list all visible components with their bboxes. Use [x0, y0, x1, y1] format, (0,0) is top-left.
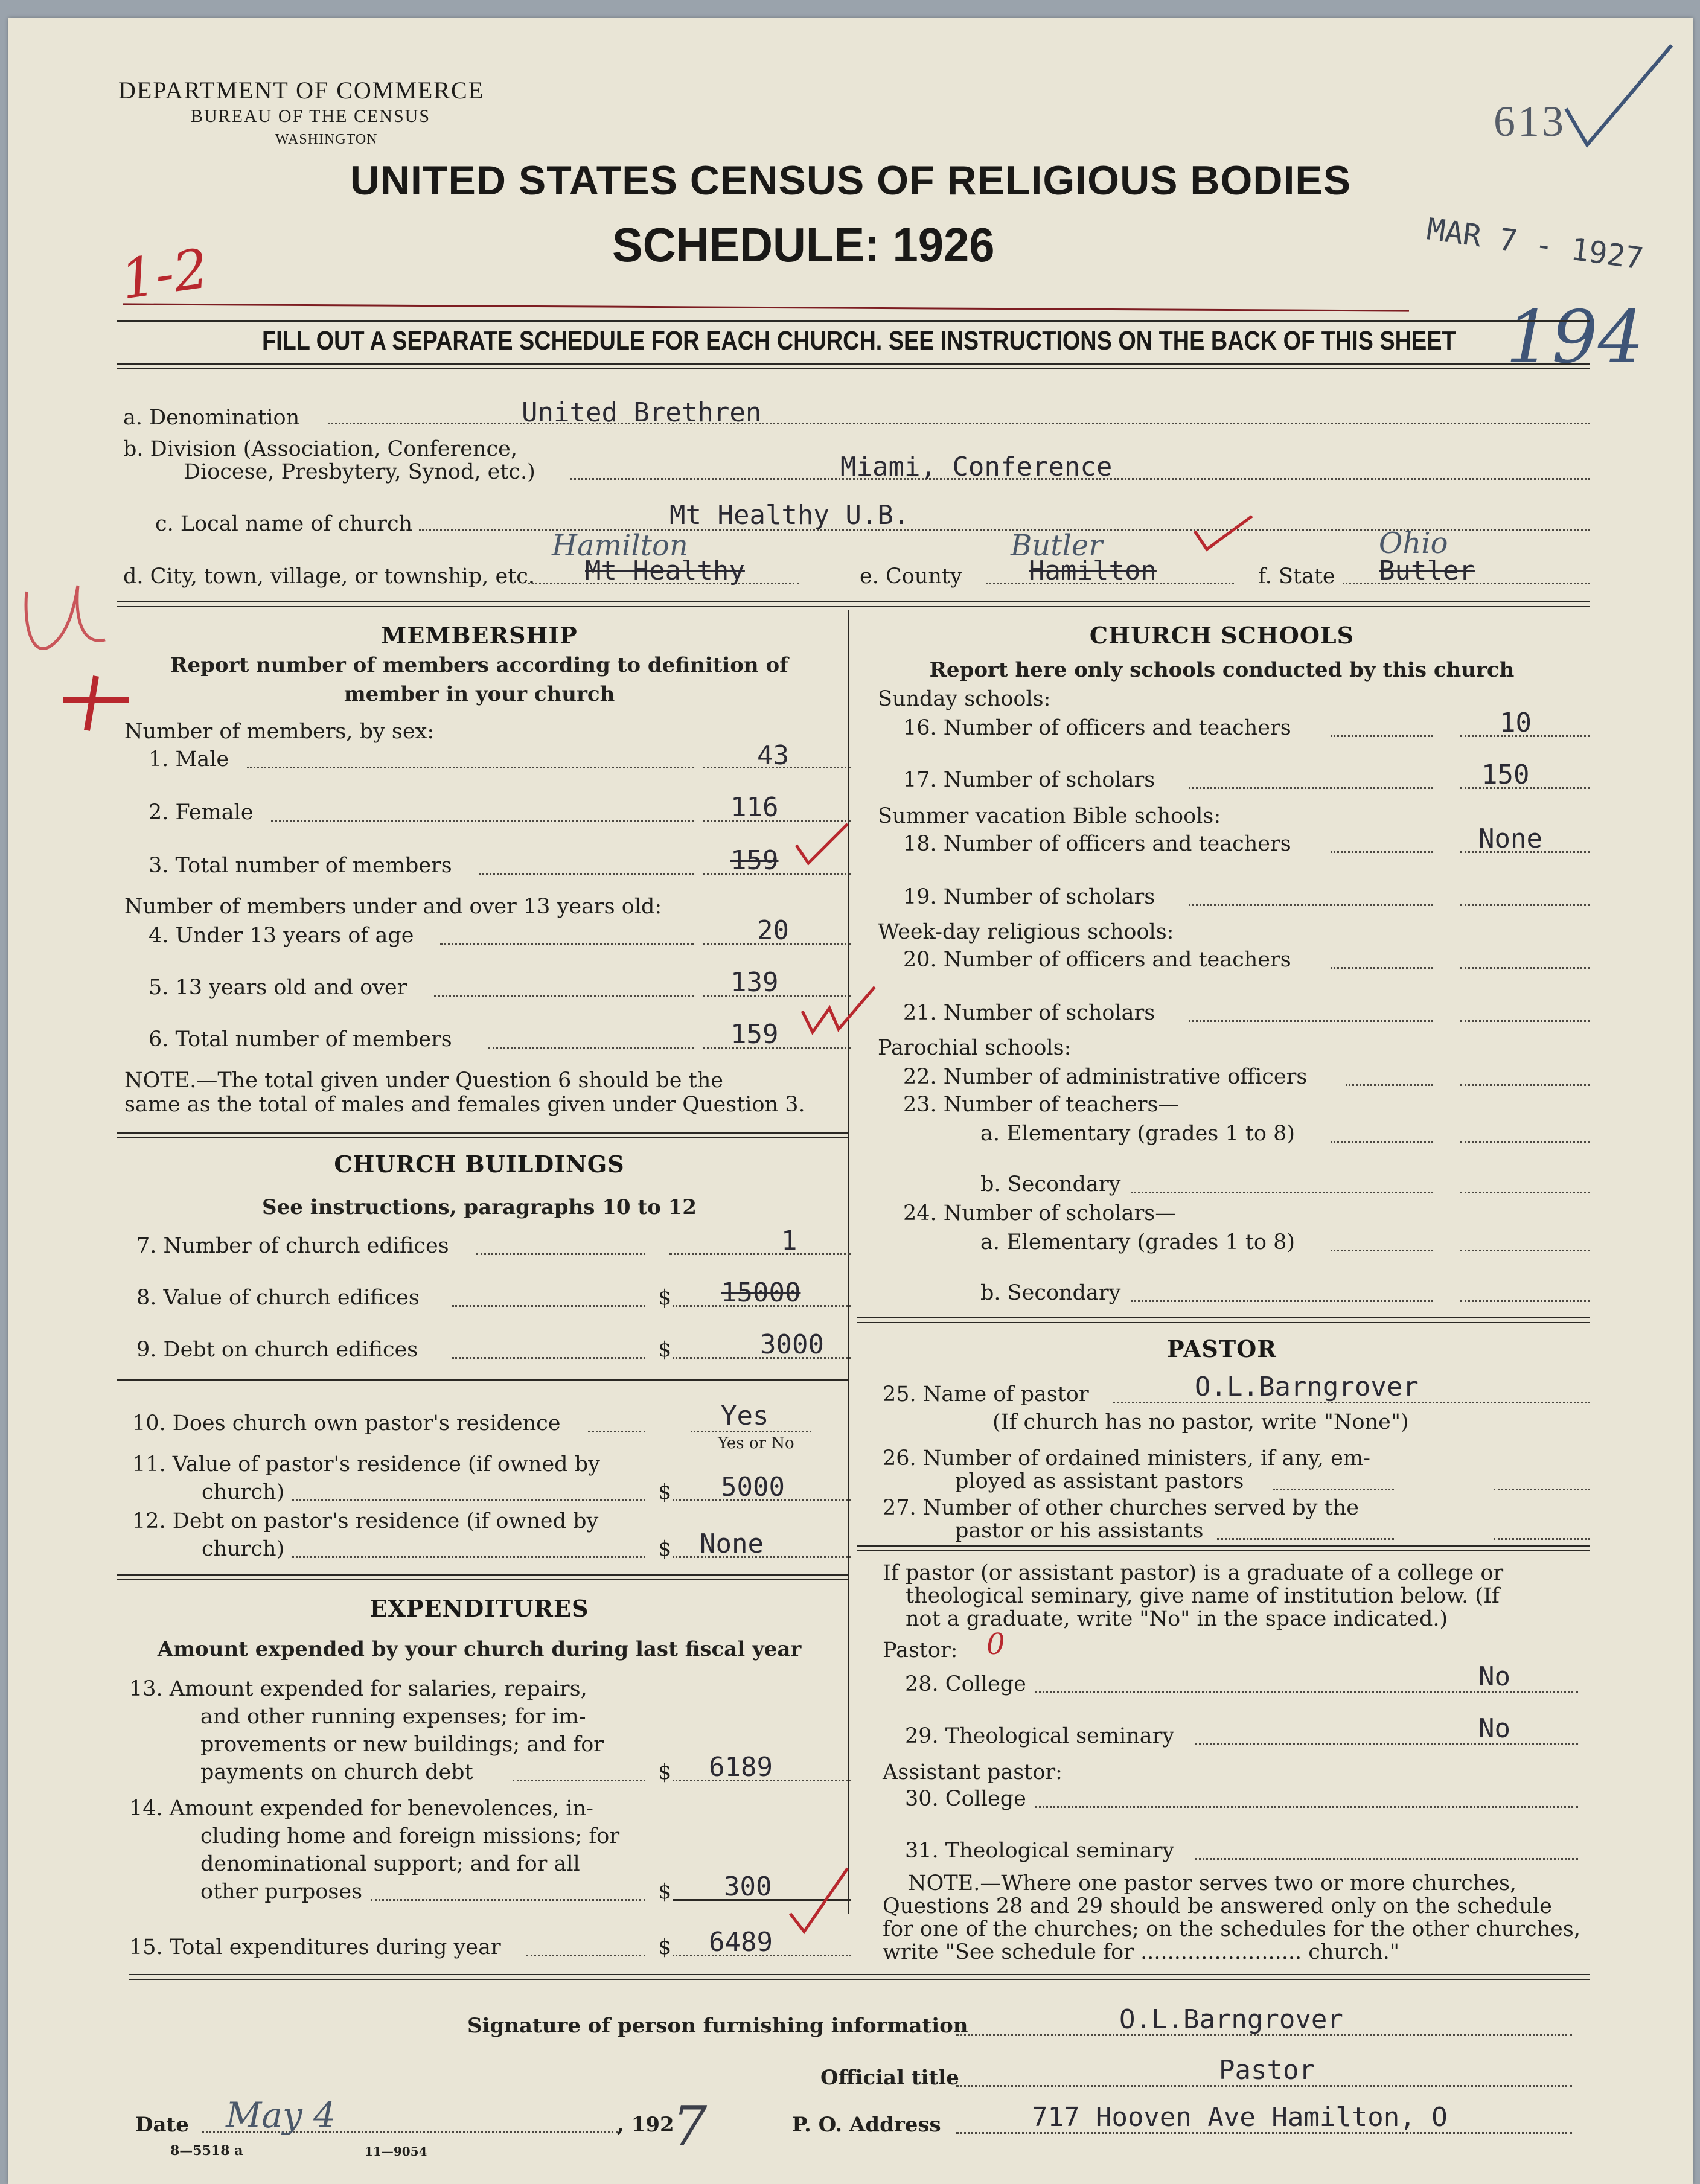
- q24-label: 24. Number of scholars—: [903, 1201, 1177, 1225]
- stamp-number: 613: [1494, 97, 1566, 145]
- schools-title: CHURCH SCHOOLS: [1089, 622, 1355, 649]
- buildings-title: CHURCH BUILDINGS: [334, 1151, 625, 1178]
- q29-label: 29. Theological seminary: [905, 1724, 1175, 1748]
- q21-label: 21. Number of scholars: [903, 1001, 1155, 1025]
- schools-sub: Report here only schools conducted by this church: [929, 658, 1515, 682]
- pastor-title: PASTOR: [1167, 1335, 1277, 1362]
- membership-note-1: NOTE.—The total given under Question 6 should be the: [124, 1068, 723, 1093]
- year-prefix: , 192: [617, 2113, 674, 2137]
- q17-label: 17. Number of scholars: [903, 768, 1155, 792]
- membership-title: MEMBERSHIP: [381, 622, 578, 649]
- city-correction: Hamilton: [552, 529, 688, 563]
- q8-label: 8. Value of church edifices: [136, 1286, 420, 1310]
- q12-label-2: church): [202, 1537, 285, 1561]
- print-number: 11—9054: [365, 2144, 427, 2159]
- q25-label: 25. Name of pastor: [883, 1382, 1089, 1407]
- q5-value: 139: [730, 967, 779, 998]
- q25-note: (If church has no pastor, write "None"): [992, 1410, 1409, 1434]
- q17-value: 150: [1481, 759, 1530, 790]
- red-check-icon: [787, 1865, 854, 1938]
- q2-value: 116: [730, 792, 779, 823]
- pastor-note-3: for one of the churches; on the schedules for the other churches,: [883, 1917, 1580, 1941]
- q11-label-1: 11. Value of pastor's residence (if owned by: [132, 1452, 600, 1477]
- graduate-note-1: If pastor (or assistant pastor) is a graduate of a college or: [883, 1561, 1504, 1585]
- q3-label: 3. Total number of members: [149, 854, 452, 878]
- q18-label: 18. Number of officers and teachers: [903, 832, 1291, 856]
- expenditures-sub: Amount expended by your church during last fiscal year: [157, 1637, 802, 1661]
- local-name-value: Mt Healthy U.B.: [669, 500, 910, 531]
- q26-label-1: 26. Number of ordained ministers, if any, em-: [883, 1446, 1370, 1470]
- q23b-label: b. Secondary: [980, 1172, 1121, 1196]
- red-check-icon: [793, 821, 854, 869]
- membership-note-2: same as the total of males and females given under Question 3.: [124, 1093, 805, 1117]
- q2-label: 2. Female: [149, 800, 254, 825]
- q10-label: 10. Does church own pastor's residence: [132, 1411, 561, 1435]
- handwritten-number: 194: [1506, 296, 1644, 380]
- city-label: d. City, town, village, or township, etc.: [123, 564, 535, 589]
- q4-label: 4. Under 13 years of age: [149, 924, 414, 948]
- q10-value: Yes: [721, 1400, 769, 1431]
- q1-value: 43: [757, 740, 789, 771]
- q18-value: None: [1478, 823, 1542, 854]
- division-label-1: b. Division (Association, Conference,: [123, 437, 517, 461]
- q30-label: 30. College: [905, 1787, 1026, 1811]
- q3-value: 159: [730, 845, 779, 876]
- bureau-label: BUREAU OF THE CENSUS: [191, 106, 430, 126]
- po-address-value: 717 Hooven Ave Hamilton, O: [1032, 2102, 1448, 2133]
- red-underline: [123, 303, 1409, 311]
- signature-label: Signature of person furnishing information: [467, 2014, 968, 2038]
- date-received-stamp: MAR 7 - 1927: [1424, 211, 1646, 276]
- county-correction: Butler: [1011, 529, 1103, 563]
- q24a-label: a. Elementary (grades 1 to 8): [980, 1230, 1296, 1254]
- q8-value: 15000: [721, 1277, 801, 1308]
- q27-label-2: pastor or his assistants: [955, 1519, 1204, 1543]
- q16-label: 16. Number of officers and teachers: [903, 716, 1291, 740]
- pastor-note-4: write "See schedule for ........................ church.": [883, 1940, 1400, 1964]
- weekday-label: Week-day religious schools:: [878, 920, 1174, 944]
- denomination-value: United Brethren: [522, 397, 762, 428]
- q14-label-3: denominational support; and for all: [200, 1852, 580, 1876]
- q14-label-2: cluding home and foreign missions; for: [200, 1824, 620, 1848]
- q5-label: 5. 13 years old and over: [149, 975, 407, 1000]
- q13-label-2: and other running expenses; for im-: [200, 1705, 586, 1729]
- pastor-note-2: Questions 28 and 29 should be answered only on the schedule: [883, 1894, 1552, 1918]
- date-value: May 4: [226, 2095, 336, 2136]
- red-check-icon: [1192, 513, 1258, 555]
- instruction-line: FILL OUT A SEPARATE SCHEDULE FOR EACH CHURCH. SEE INSTRUCTIONS ON THE BACK OF THIS SHEET: [262, 326, 1456, 356]
- q12-label-1: 12. Debt on pastor's residence (if owned by: [132, 1509, 599, 1533]
- department-label: DEPARTMENT OF COMMERCE: [118, 77, 485, 104]
- q31-label: 31. Theological seminary: [905, 1839, 1175, 1863]
- state-correction: Ohio: [1379, 526, 1448, 560]
- buildings-sub: See instructions, paragraphs 10 to 12: [262, 1195, 697, 1219]
- graduate-note-2: theological seminary, give name of institution below. (If: [906, 1584, 1500, 1608]
- census-schedule-sheet: [8, 18, 1693, 2184]
- q24b-label: b. Secondary: [980, 1281, 1121, 1305]
- q6-value: 159: [730, 1019, 779, 1050]
- parochial-label: Parochial schools:: [878, 1036, 1072, 1060]
- dollar-sign: $: [658, 1480, 672, 1504]
- year-digit: 7: [673, 2095, 708, 2158]
- dollar-sign: $: [658, 1760, 672, 1784]
- denomination-label: a. Denomination: [123, 406, 300, 430]
- membership-sub-2: member in your church: [344, 682, 615, 706]
- official-title-label: Official title: [820, 2066, 959, 2090]
- yes-no-hint: Yes or No: [718, 1434, 794, 1452]
- dollar-sign: $: [658, 1880, 672, 1904]
- division-label-2: Diocese, Presbytery, Synod, etc.): [184, 460, 535, 484]
- q22-label: 22. Number of administrative officers: [903, 1065, 1308, 1089]
- sunday-label: Sunday schools:: [878, 687, 1051, 711]
- schedule-title: SCHEDULE: 1926: [612, 218, 995, 272]
- q26-label-2: ployed as assistant pastors: [955, 1469, 1244, 1493]
- q7-label: 7. Number of church edifices: [136, 1234, 449, 1258]
- state-label: f. State: [1258, 564, 1335, 589]
- expenditures-title: EXPENDITURES: [369, 1595, 589, 1622]
- dollar-sign: $: [658, 1338, 672, 1362]
- q29-value: No: [1478, 1713, 1510, 1744]
- q15-label: 15. Total expenditures during year: [129, 1935, 501, 1959]
- local-name-label: c. Local name of church: [155, 512, 413, 536]
- summer-label: Summer vacation Bible schools:: [878, 804, 1221, 828]
- by-age-label: Number of members under and over 13 years old:: [124, 895, 662, 919]
- check-mark-icon: [1560, 42, 1681, 163]
- red-mark: 0: [986, 1627, 1005, 1661]
- q16-value: 10: [1500, 707, 1532, 738]
- date-label: Date: [135, 2113, 189, 2137]
- signature-value: O.L.Barngrover: [1119, 2004, 1343, 2035]
- pastor-note-1: NOTE.—Where one pastor serves two or more churches,: [908, 1871, 1517, 1895]
- q14-label-4: other purposes: [200, 1880, 363, 1904]
- dollar-sign: $: [658, 1286, 672, 1310]
- q27-label-1: 27. Number of other churches served by the: [883, 1496, 1359, 1520]
- official-title-value: Pastor: [1219, 2055, 1315, 2086]
- city-value: Mt Healthy: [585, 555, 745, 586]
- city-label: WASHINGTON: [275, 132, 378, 147]
- pastor-name-value: O.L.Barngrover: [1195, 1371, 1419, 1402]
- county-label: e. County: [860, 564, 962, 589]
- state-value: Butler: [1379, 555, 1475, 586]
- q7-value: 1: [781, 1225, 797, 1256]
- po-address-label: P. O. Address: [792, 2113, 941, 2137]
- county-value: Hamilton: [1029, 555, 1157, 586]
- q11-value: 5000: [721, 1472, 785, 1502]
- q4-value: 20: [757, 915, 789, 946]
- q13-label-3: provements or new buildings; and for: [200, 1732, 604, 1757]
- dollar-sign: $: [658, 1935, 672, 1959]
- q13-value: 6189: [709, 1752, 773, 1783]
- q11-label-2: church): [202, 1480, 285, 1504]
- q13-label-1: 13. Amount expended for salaries, repairs,: [129, 1677, 587, 1701]
- q28-label: 28. College: [905, 1672, 1026, 1696]
- q23-label: 23. Number of teachers—: [903, 1093, 1180, 1117]
- pastor-sub-label: Pastor:: [883, 1638, 958, 1662]
- q14-value: 300: [724, 1871, 772, 1902]
- q6-label: 6. Total number of members: [149, 1027, 452, 1052]
- by-sex-label: Number of members, by sex:: [124, 720, 435, 744]
- q12-value: None: [700, 1528, 764, 1559]
- q28-value: No: [1478, 1661, 1510, 1692]
- q20-label: 20. Number of officers and teachers: [903, 948, 1291, 972]
- q1-label: 1. Male: [149, 747, 229, 771]
- division-value: Miami, Conference: [840, 452, 1113, 482]
- q19-label: 19. Number of scholars: [903, 885, 1155, 909]
- dollar-sign: $: [658, 1537, 672, 1561]
- membership-sub-1: Report number of members according to definition of: [170, 653, 788, 677]
- assistant-sub-label: Assistant pastor:: [883, 1760, 1062, 1784]
- q14-label-1: 14. Amount expended for benevolences, in-: [129, 1796, 593, 1821]
- graduate-note-3: not a graduate, write "No" in the space indicated.): [906, 1607, 1448, 1631]
- q9-label: 9. Debt on church edifices: [136, 1338, 418, 1362]
- q13-label-4: payments on church debt: [200, 1760, 473, 1784]
- handwritten-ref: 1-2: [117, 237, 212, 312]
- q15-value: 6489: [709, 1927, 773, 1958]
- red-check-icon: [799, 984, 878, 1044]
- q23a-label: a. Elementary (grades 1 to 8): [980, 1122, 1296, 1146]
- form-number: 8—5518 a: [170, 2143, 243, 2159]
- q9-value: 3000: [760, 1329, 824, 1360]
- page-title: UNITED STATES CENSUS OF RELIGIOUS BODIES: [350, 158, 1352, 203]
